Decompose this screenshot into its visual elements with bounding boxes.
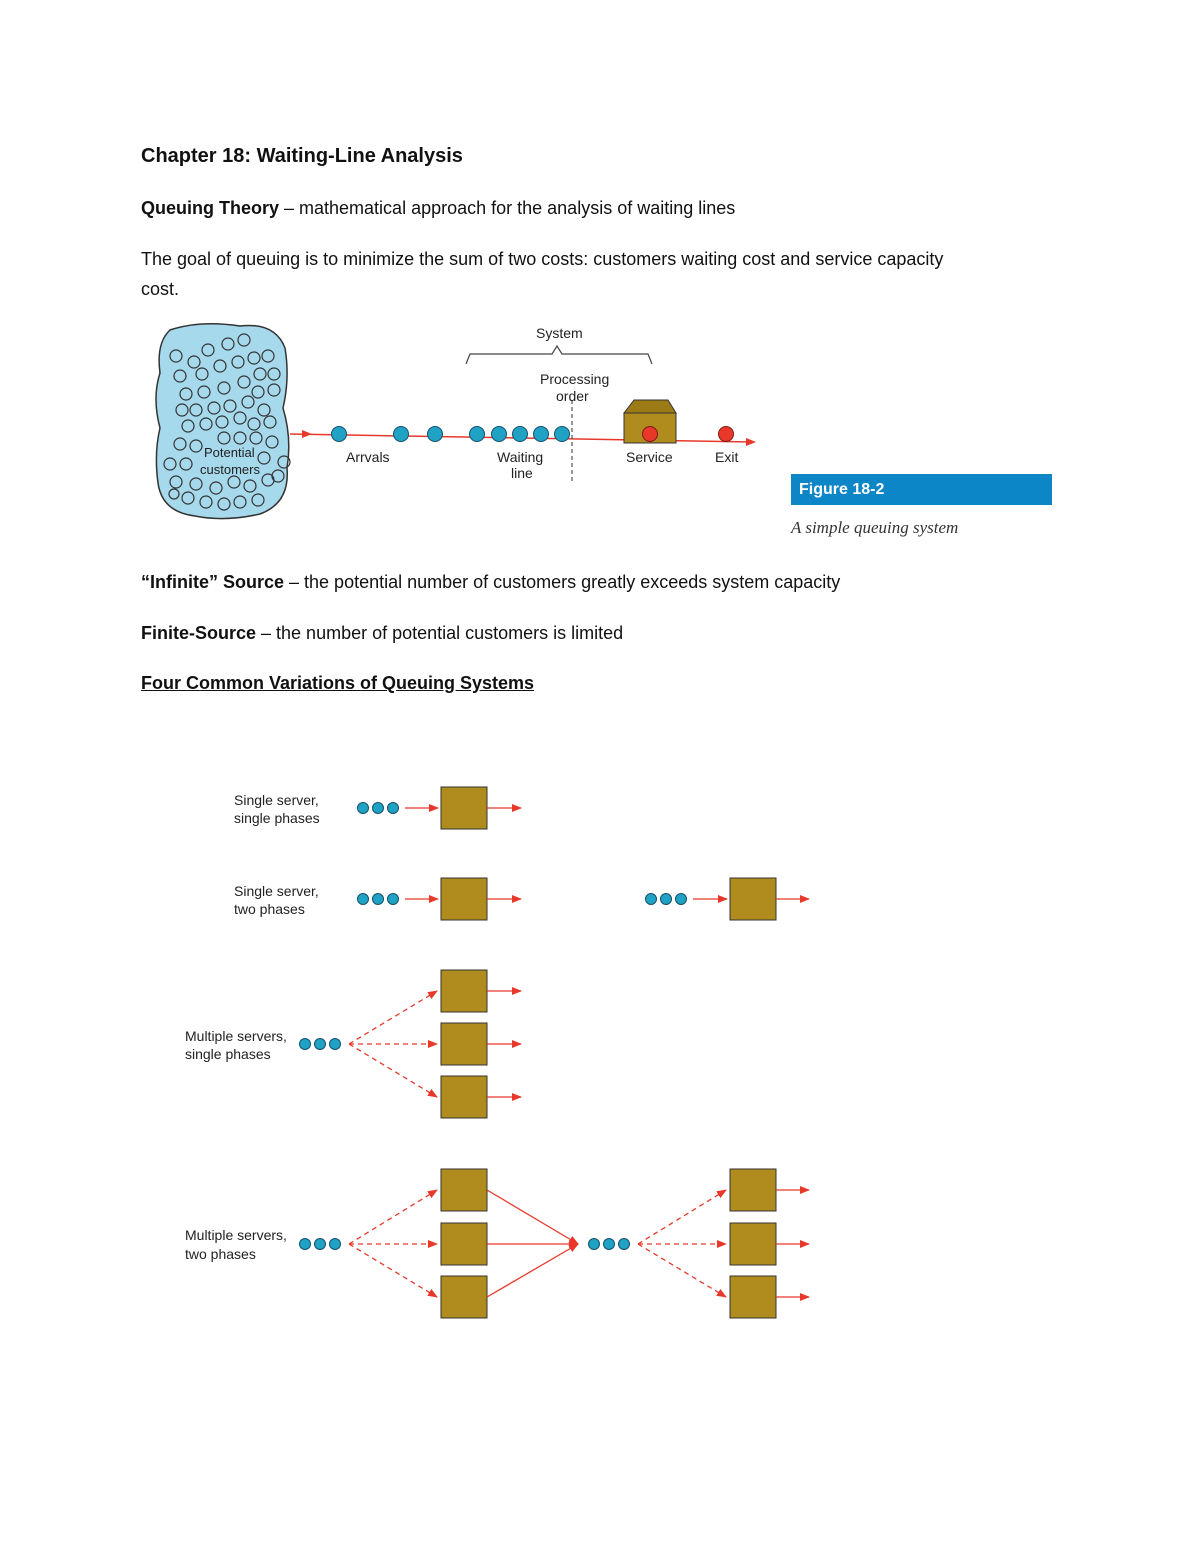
figure-caption-subtitle: A simple queuing system xyxy=(791,518,959,537)
row4-phase1-server-2 xyxy=(441,1223,487,1265)
row3-server-1 xyxy=(441,970,487,1012)
goal-paragraph-line2: cost. xyxy=(141,279,180,299)
row3-label-line2: single phases xyxy=(185,1046,271,1062)
potential-label: Potential xyxy=(204,445,255,460)
goal-paragraph-line1: The goal of queuing is to minimize the sum of two costs: customers waiting cost and service capacity xyxy=(141,249,944,269)
row4-customers xyxy=(300,1239,341,1250)
row1-customers xyxy=(358,803,399,814)
figure-caption-bar: Figure 18-2 xyxy=(791,474,1052,505)
row3-customers xyxy=(300,1039,341,1050)
finite-source-definition: – the number of potential customers is limited xyxy=(256,623,624,643)
customers-label-text: customers xyxy=(200,462,260,477)
line-label: line xyxy=(511,465,533,481)
row4-phase1-server-1 xyxy=(441,1169,487,1211)
finite-source-term: Finite-Source xyxy=(141,623,257,643)
infinite-source-term: “Infinite” Source xyxy=(141,572,285,592)
infinite-source-definition: – the potential number of customers greatly exceeds system capacity xyxy=(284,572,841,592)
row2-server-phase1 xyxy=(441,878,487,920)
row3-server-3 xyxy=(441,1076,487,1118)
row4-phase2-server-1 xyxy=(730,1169,776,1211)
row2-label-line1: Single server, xyxy=(234,883,319,899)
row4-label-line1: Multiple servers, xyxy=(185,1227,287,1243)
row4-phase2-server-2 xyxy=(730,1223,776,1265)
row2-customers xyxy=(358,894,399,905)
row2-phase2-customers xyxy=(646,894,687,905)
queuing-theory-term: Queuing Theory xyxy=(141,198,280,218)
row2-label-line2: two phases xyxy=(234,901,305,917)
variations-heading: Four Common Variations of Queuing Systems xyxy=(141,673,535,693)
row2-server-phase2 xyxy=(730,878,776,920)
row4-phase2-customers xyxy=(589,1239,630,1250)
exit-label: Exit xyxy=(715,449,739,465)
page-title: Chapter 18: Waiting-Line Analysis xyxy=(141,145,463,167)
row4-label-line2: two phases xyxy=(185,1246,256,1262)
row1-label-line1: Single server, xyxy=(234,792,319,808)
row1-server xyxy=(441,787,487,829)
row3-label-line1: Multiple servers, xyxy=(185,1028,287,1044)
processing-label: Processing xyxy=(540,371,610,387)
queuing-theory-definition: – mathematical approach for the analysis of waiting lines xyxy=(279,198,736,218)
order-label: order xyxy=(556,388,589,404)
row1-label-line2: single phases xyxy=(234,810,320,826)
row4-phase1-server-3 xyxy=(441,1276,487,1318)
service-label: Service xyxy=(626,449,673,465)
waiting-label: Waiting xyxy=(497,449,544,465)
row3-server-2 xyxy=(441,1023,487,1065)
arrivals-label: Arrvals xyxy=(346,449,390,465)
row4-phase2-server-3 xyxy=(730,1276,776,1318)
system-label: System xyxy=(536,325,583,341)
